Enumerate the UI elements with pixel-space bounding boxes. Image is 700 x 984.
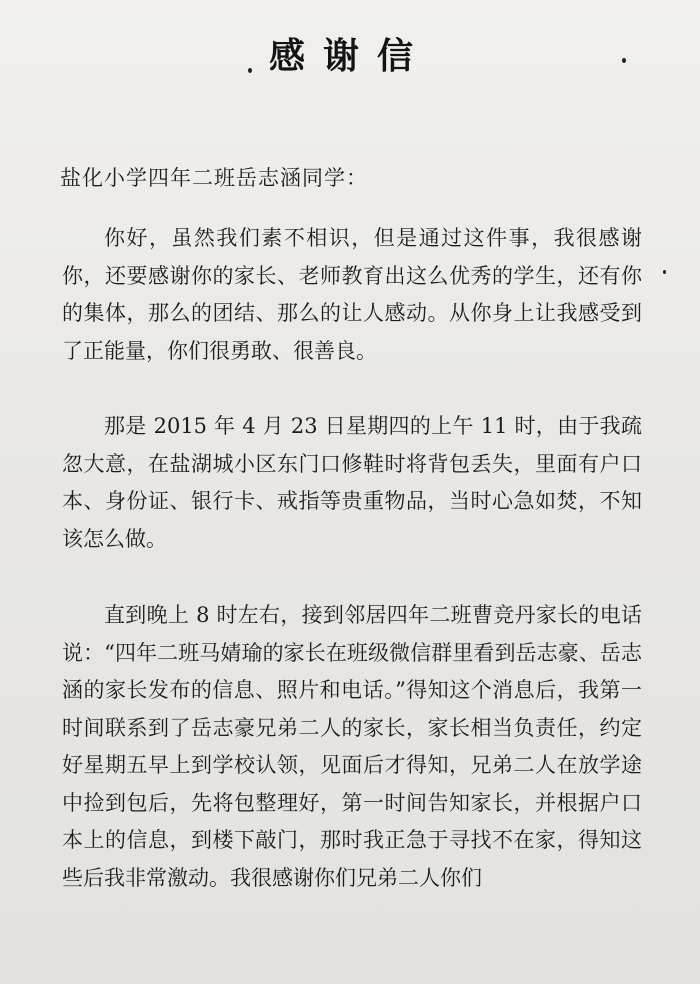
letter-paragraph: 直到晚上 8 时左右，接到邻居四年二班曹竞丹家长的电话说：“四年二班马婧瑜的家长在班级微信群里看到岳志豪、岳志涵的家长发布的信息、照片和电话。”得知这个消息后，我第一时间联系到了岳志豪兄弟二人的家长，家长相当负责任，约定好星期五早上到学校认领，见面后才得知，兄弟二人在放学途中捡到包后，先将包整理好，第一时间告知家长，并根据户口本上的信息，到楼下敲门，那时我正急于寻找不在家，得知这些后我非常激动。我很感谢你们兄弟二人你们	[62, 603, 642, 890]
letter-paragraph: 你好，虽然我们素不相识，但是通过这件事，我很感谢你，还要感谢你的家长、老师教育出这么优秀的学生，还有你的集体，那么的团结、那么的让人感动。从你身上让我感受到了正能量，你们很勇敢、很善良。	[62, 226, 642, 363]
letter-title: 感谢信	[268, 36, 431, 77]
ink-speck	[663, 270, 666, 274]
letter-salutation: 盐化小学四年二班岳志涵同学：	[60, 166, 368, 190]
letter-paragraph: 那是 2015 年 4 月 23 日星期四的上午 11 时，由于我疏忽大意，在盐湖城小区东门口修鞋时将背包丢失，里面有户口本、身份证、银行卡、戒指等贵重物品，当时心急如焚，不知该怎么做。	[62, 414, 642, 551]
